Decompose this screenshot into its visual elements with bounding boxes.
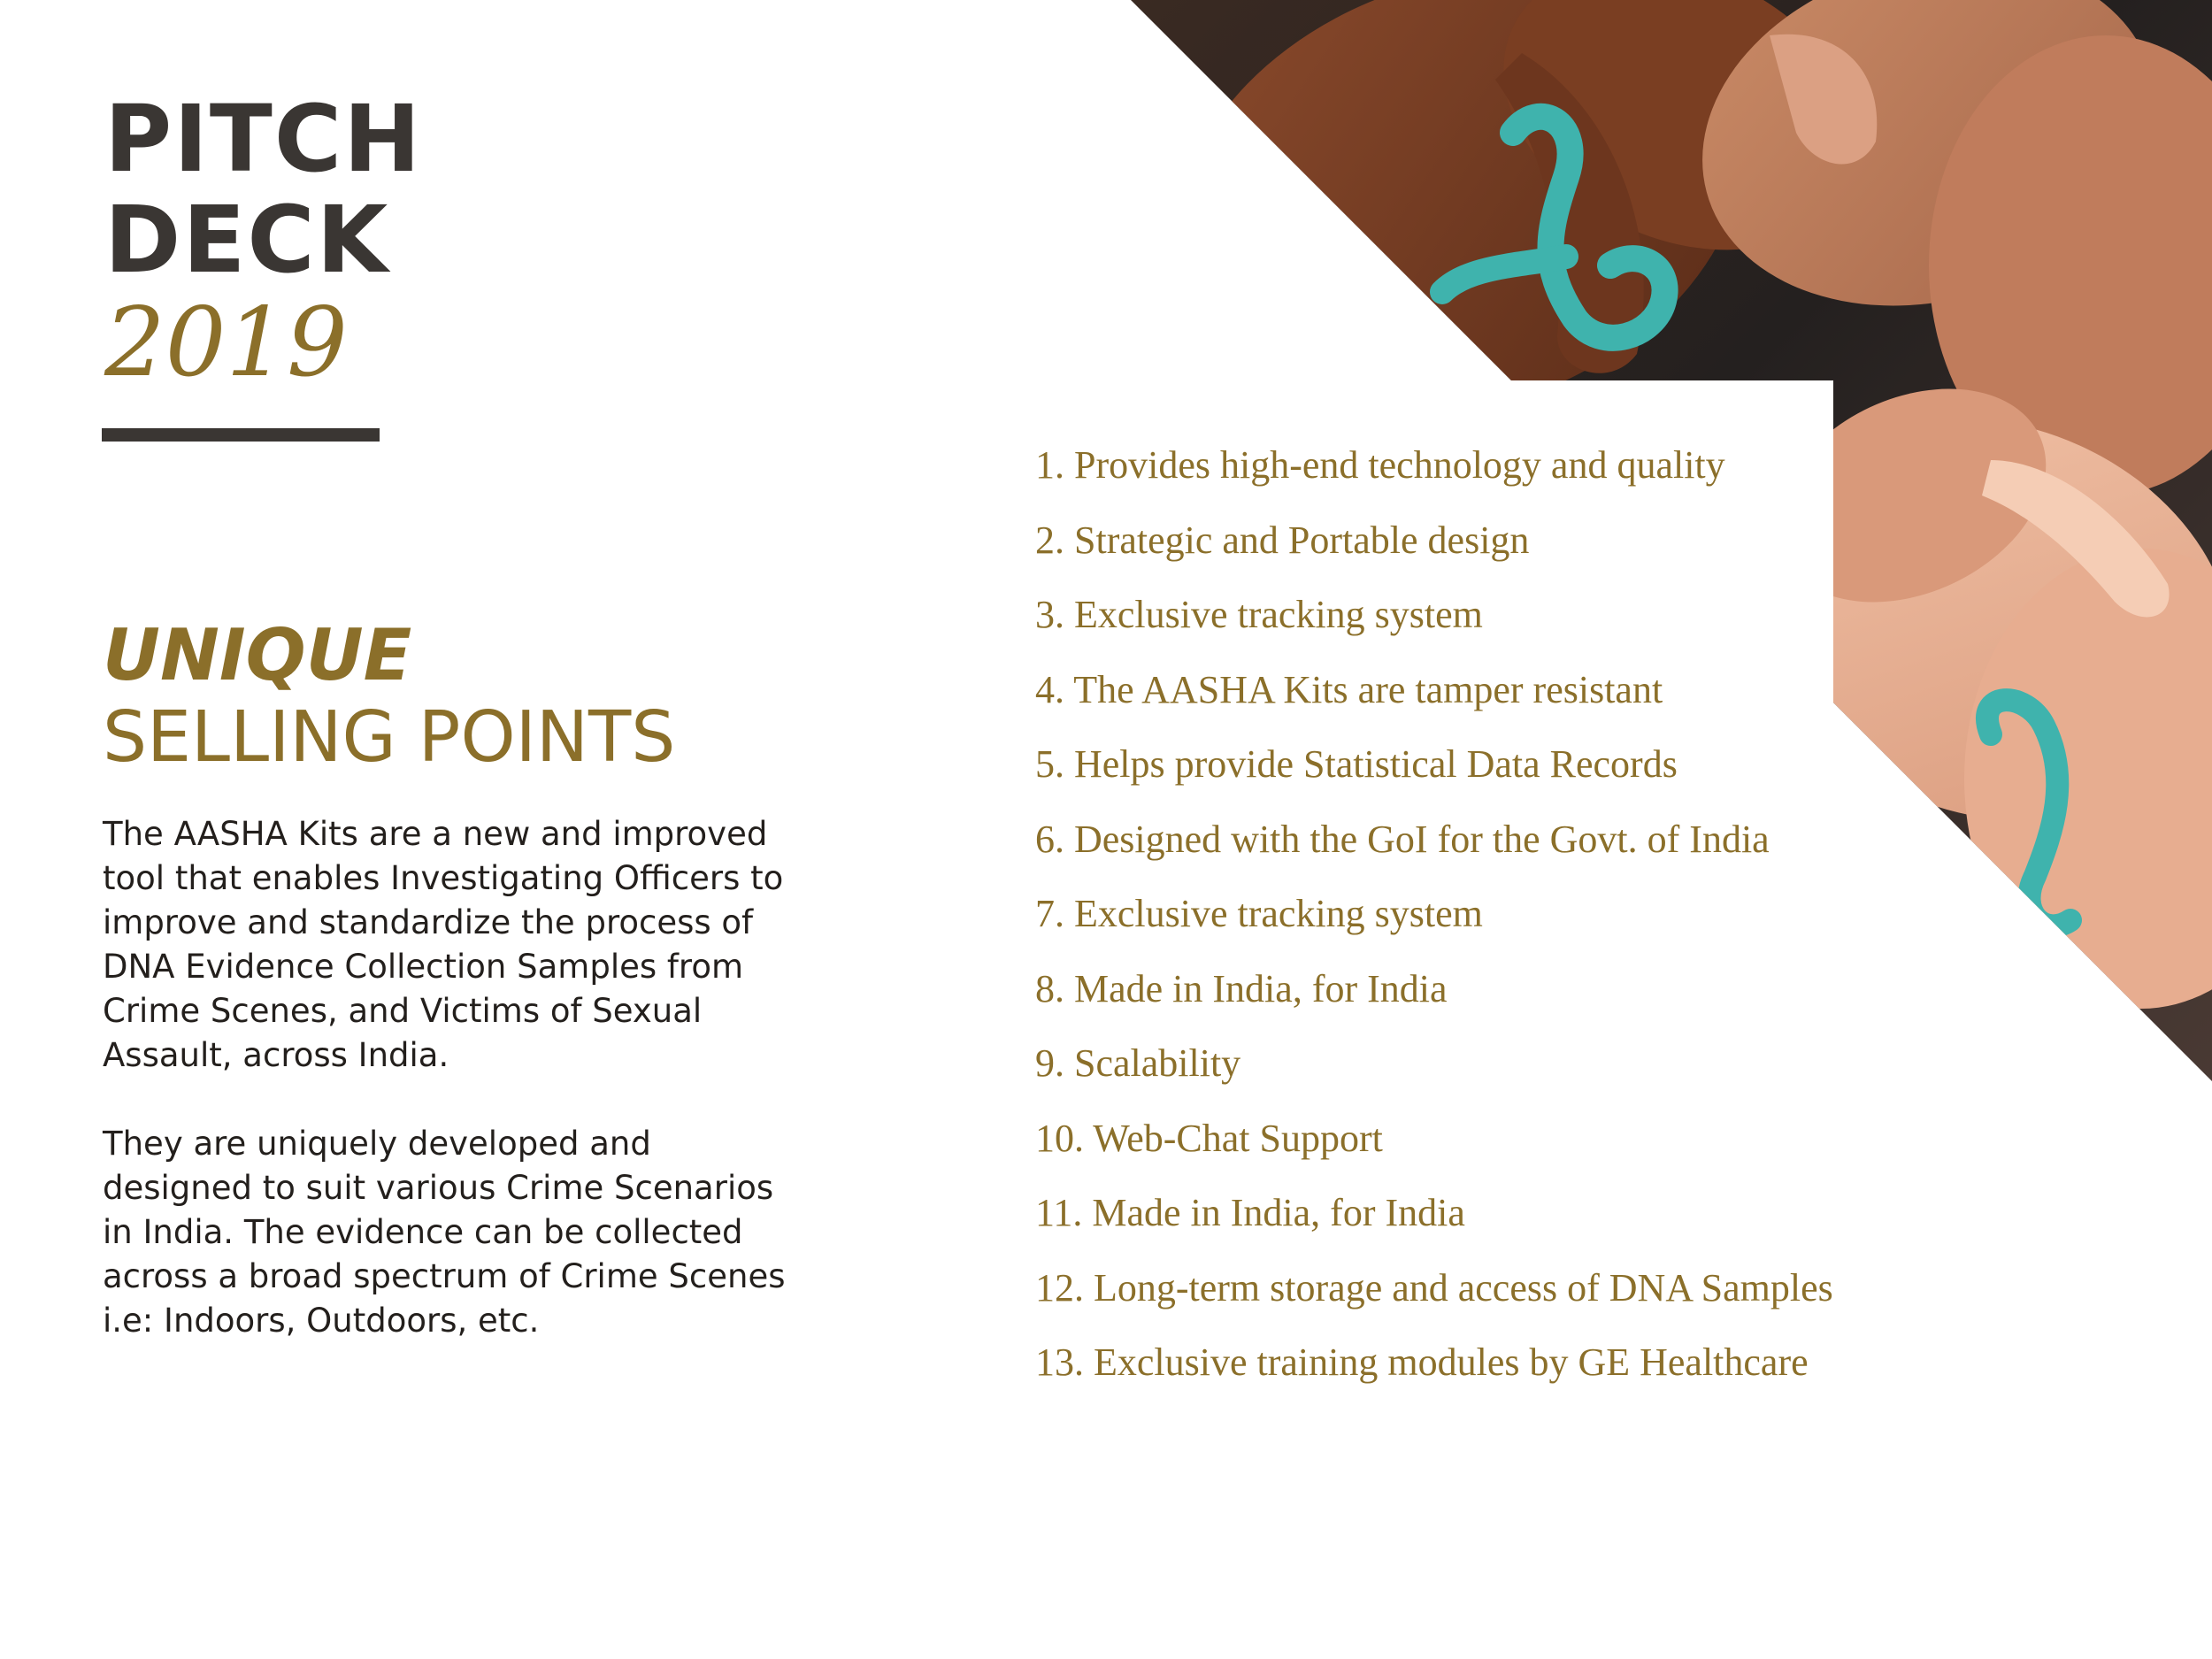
heading-rest: SELLING POINTS xyxy=(103,696,676,778)
list-item: 9. Scalability xyxy=(1035,1041,1241,1085)
description-paragraph-2: They are uniquely developed and designed to suit various Crime Scenarios in India. The evidence can be collected across a broad spectrum of Crime Scenes i.e: Indoors, Outdoors, etc. xyxy=(103,1125,786,1340)
list-item: 10. Web-Chat Support xyxy=(1035,1116,1383,1160)
title-line-pitch: PITCH xyxy=(104,85,423,193)
list-item: 7. Exclusive tracking system xyxy=(1035,892,1483,935)
list-item: 12. Long-term storage and access of DNA Samples xyxy=(1035,1265,1833,1310)
description xyxy=(103,812,810,1387)
list-item: 8. Made in India, for India xyxy=(1035,966,1448,1010)
list-item: 3. Exclusive tracking system xyxy=(1035,593,1483,636)
list-item: 4. The AASHA Kits are tamper resistant xyxy=(1035,667,1663,711)
list-item: 13. Exclusive training modules by GE Healthcare xyxy=(1035,1340,1809,1384)
list-item: 2. Strategic and Portable design xyxy=(1035,518,1530,562)
title-underline-divider xyxy=(102,428,380,442)
section-heading xyxy=(103,615,675,778)
heading-emphasis: UNIQUE xyxy=(103,614,412,696)
title-line-deck: DECK xyxy=(104,186,390,294)
title-year: 2019 xyxy=(104,288,348,398)
description-paragraph-1: The AASHA Kits are a new and improved tool that enables Investigating Officers to improve and standardize the process of DNA Evidence Collection Samples from Crime Scenes, and Victims of Sexual Assault, across India. xyxy=(103,815,784,1074)
list-item: 11. Made in India, for India xyxy=(1035,1191,1465,1234)
pitch-deck-title xyxy=(104,85,423,398)
list-item: 6. Designed with the GoI for the Govt. of India xyxy=(1035,817,1770,861)
selling-points-list xyxy=(1035,428,1833,1401)
list-item: 1. Provides high-end technology and quality xyxy=(1035,443,1725,487)
list-item: 5. Helps provide Statistical Data Records xyxy=(1035,742,1678,786)
